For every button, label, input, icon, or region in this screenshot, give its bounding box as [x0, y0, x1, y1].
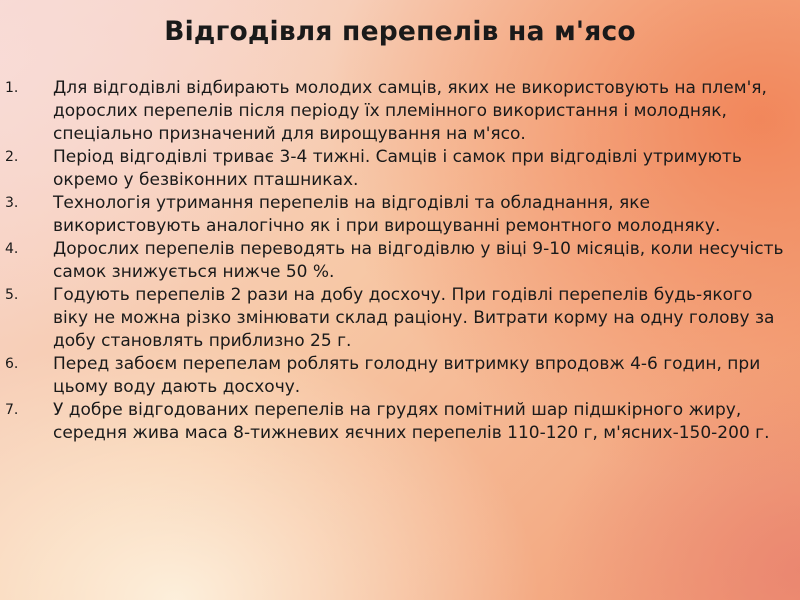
list-item-number: 5.: [5, 287, 19, 303]
list-item-number: 7.: [5, 402, 19, 418]
list-item-text: Дорослих перепелів переводять на відгодівлю у віці 9-10 місяців, коли несучість самок знижується нижче 50 %.: [53, 239, 784, 282]
list-item-number: 4.: [5, 241, 19, 257]
list-item: [0, 399, 800, 445]
list-item: [0, 192, 800, 238]
list-item: [0, 146, 800, 192]
numbered-list: [0, 77, 800, 445]
list-item-number: 3.: [5, 195, 19, 211]
list-item: [0, 238, 800, 284]
list-item-text: Період відгодівлі триває 3-4 тижні. Самців і самок при відгодівлі утримують окремо у безвіконних пташниках.: [53, 147, 742, 190]
list-item-number: 6.: [5, 356, 19, 372]
list-item-text: Годують перепелів 2 рази на добу досхочу. При годівлі перепелів будь-якого віку не можна різко змінювати склад раціону. Витрати корму на одну голову за добу становлять приблизно 25 г.: [53, 285, 775, 351]
list-item-text: Технологія утримання перепелів на відгодівлі та обладнання, яке використовують аналогічно як і при вирощуванні ремонтного молодняку.: [53, 193, 721, 236]
list-item-number: 2.: [5, 149, 19, 165]
list-item-text: Перед забоєм перепелам роблять голодну витримку впродовж 4-6 годин, при цьому воду дають досхочу.: [53, 354, 761, 397]
list-item: [0, 77, 800, 146]
list-item: [0, 353, 800, 399]
list-item-text: У добре відгодованих перепелів на грудях помітний шар підшкірного жиру, середня жива маса 8-тижневих яєчних перепелів 110-120 г, м'ясних-150-200 г.: [53, 400, 770, 443]
list-item-text: Для відгодівлі відбирають молодих самців, яких не використовують на плем'я, дорослих перепелів після періоду їх племінного використання і молодняк, спеціально призначений для вирощування на м'ясо.: [53, 78, 767, 144]
slide-title: Відгодівля перепелів на м'ясо: [164, 16, 636, 47]
list-item-number: 1.: [5, 80, 19, 96]
list-item: [0, 284, 800, 353]
